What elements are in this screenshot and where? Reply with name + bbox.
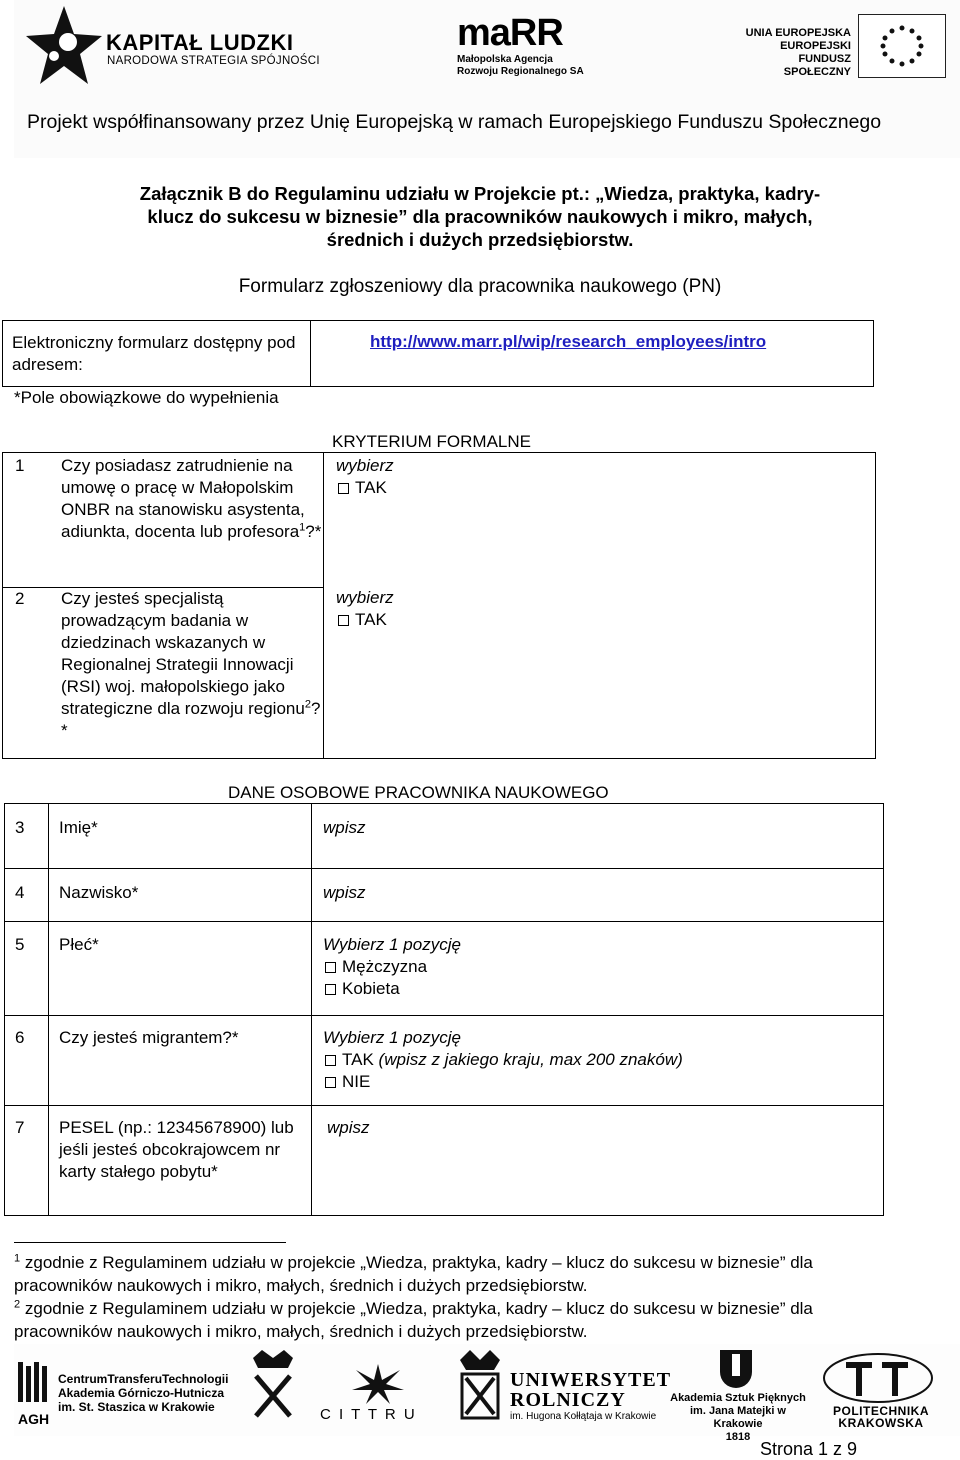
footnote-number: 1 [14, 1252, 21, 1265]
ctt-logo-icon [16, 1360, 54, 1404]
asp-line2: im. Jana Matejki w Krakowie [690, 1405, 786, 1430]
row-number-text: 1 [15, 456, 25, 475]
asp-logo-text [670, 1392, 806, 1444]
option-tak-checkbox[interactable] [336, 477, 875, 499]
footnote-ref-1: 1 [299, 521, 306, 534]
option-label: TAK [355, 610, 387, 629]
cofinancing-statement: Projekt współfinansowany przez Unię Europejską w ramach Europejskiego Funduszu Społecznego [27, 111, 882, 133]
row-number [3, 588, 60, 759]
document-title-line2: klucz do sukcesu w biznesie” dla pracowników naukowych i mikro, małych, [147, 206, 813, 227]
last-name-input[interactable] [312, 869, 884, 922]
input-prompt: wpisz [327, 1118, 370, 1137]
question-suffix: ?* [305, 522, 322, 541]
ur-line2: ROLNICZY [510, 1389, 626, 1411]
option-no-checkbox[interactable] [323, 1071, 883, 1093]
row-number-text: 3 [15, 818, 25, 837]
row-number [5, 922, 49, 1016]
choose-prompt: wybierz [336, 588, 394, 607]
option-tak-checkbox[interactable] [336, 609, 875, 631]
question-cell [59, 453, 324, 588]
ur-logo-text [510, 1370, 671, 1423]
table-row [5, 922, 884, 1016]
option-label: TAK [355, 478, 387, 497]
ctt-line2: Akademia Górniczo-Hutnicza [58, 1386, 225, 1400]
field-label-text: Imię* [59, 818, 98, 837]
select-prompt: Wybierz 1 pozycję [323, 935, 461, 954]
field-label [49, 1106, 312, 1216]
field-label-text: Nazwisko* [59, 883, 139, 902]
row-number [5, 1106, 49, 1216]
ur-crest-icon [456, 1348, 504, 1424]
checkbox-icon[interactable] [325, 1055, 336, 1066]
checkbox-icon[interactable] [325, 1077, 336, 1088]
row-number-text: 6 [15, 1028, 25, 1047]
row-number [5, 869, 49, 922]
field-label [49, 804, 312, 869]
option-yes-checkbox[interactable] [323, 1049, 883, 1071]
footnote-number: 2 [14, 1298, 21, 1311]
option-label: Kobieta [342, 979, 400, 998]
marr-logo-text: maRR [457, 12, 563, 54]
kapital-ludzki-name: KAPITAŁ LUDZKI [106, 30, 294, 55]
agh-logo-text: AGH [18, 1411, 50, 1427]
option-male-checkbox[interactable] [323, 956, 883, 978]
option-label: TAK [342, 1050, 374, 1069]
url-box-divider [310, 320, 311, 386]
row-number [5, 1016, 49, 1106]
pesel-input[interactable] [312, 1106, 884, 1216]
ctt-line1: CentrumTransferuTechnologii [58, 1372, 229, 1386]
option-label: NIE [342, 1072, 371, 1091]
table-row [5, 1106, 884, 1216]
ctt-logo-text [58, 1372, 228, 1414]
checkbox-icon[interactable] [325, 984, 336, 995]
formal-criterion-heading: KRYTERIUM FORMALNE [332, 432, 531, 451]
migrant-select [312, 1016, 884, 1106]
citru-star-icon [350, 1362, 406, 1406]
option-female-checkbox[interactable] [323, 978, 883, 1000]
url-label: Elektroniczny formularz dostępny pod adresem: [12, 333, 296, 374]
pk-line2: KRAKOWSKA [838, 1416, 924, 1430]
footnote-text: zgodnie z Regulaminem udziału w projekcie „Wiedza, praktyka, kadry – klucz do sukcesu w biznesie” dla pracowników naukowych i mikro, małych, średnich i dużych przedsiębiorstw. [14, 1253, 813, 1295]
kapital-ludzki-logo-icon [24, 4, 104, 88]
document-title-line3: średnich i dużych przedsiębiorstw. [326, 229, 634, 250]
form-title: Formularz zgłoszeniowy dla pracownika naukowego (PN) [238, 276, 722, 297]
ur-line1: UNIWERSYTET [510, 1369, 672, 1391]
page-number: Strona 1 z 9 [760, 1439, 858, 1459]
row-number [3, 453, 60, 588]
table-row [5, 869, 884, 922]
asp-logo-icon [716, 1348, 756, 1390]
footnote-separator [14, 1242, 286, 1243]
checkbox-icon[interactable] [338, 483, 349, 494]
pk-logo-icon [820, 1352, 936, 1404]
pk-line1: POLITECHNIKA [833, 1404, 929, 1418]
eu-label-line1: UNIA EUROPEJSKA [745, 27, 851, 39]
document-title-line1: Załącznik B do Regulaminu udziału w Projekcie pt.: „Wiedza, praktyka, kadry- [139, 183, 821, 204]
citru-logo-text: C I T T R U [320, 1406, 417, 1423]
input-prompt: wpisz [323, 818, 366, 837]
marr-subtitle: Małopolska Agencja Rozwoju Regionalnego SA [457, 54, 584, 77]
field-label [49, 869, 312, 922]
footnote-2 [14, 1297, 814, 1343]
formal-criterion-table [2, 452, 876, 759]
checkbox-icon[interactable] [325, 962, 336, 973]
checkbox-icon[interactable] [338, 615, 349, 626]
university-crest-icon [248, 1348, 298, 1420]
field-label-text: Czy jesteś migrantem?* [59, 1028, 239, 1047]
pk-logo-text [822, 1405, 940, 1429]
ur-line3: im. Hugona Kołłątaja w Krakowie [510, 1411, 657, 1422]
row-number [5, 804, 49, 869]
table-row [5, 1016, 884, 1106]
field-label-text: Płeć* [59, 935, 99, 954]
field-label-text: PESEL (np.: 12345678900) lub jeśli jesteś obcokrajowcem nr karty stałego pobytu* [59, 1118, 294, 1181]
row-number-text: 5 [15, 935, 25, 954]
asp-line3: 1818 [725, 1431, 751, 1443]
choose-prompt: wybierz [336, 456, 394, 475]
personal-data-table [4, 803, 884, 1216]
eu-flag-icon [858, 14, 946, 78]
answer-cell [324, 453, 876, 759]
asp-line1: Akademia Sztuk Pięknych [670, 1392, 806, 1404]
question-text: Czy posiadasz zatrudnienie na umowę o pracę w Małopolskim ONBR na stanowisku asystenta, adiunkta, docenta lub profesora [61, 456, 305, 541]
eu-label-line2: EUROPEJSKI [780, 40, 851, 52]
eu-label [735, 27, 851, 79]
option-hint: (wpisz z jakiego kraju, max 200 znaków) [378, 1050, 683, 1069]
table-row [3, 453, 876, 588]
question-cell [59, 588, 324, 759]
footnote-ref-2: 2 [304, 698, 311, 711]
table-row [5, 804, 884, 869]
select-prompt: Wybierz 1 pozycję [323, 1028, 461, 1047]
required-fields-note: *Pole obowiązkowe do wypełnienia [14, 388, 279, 407]
field-label [49, 922, 312, 1016]
document-title [60, 182, 900, 251]
input-prompt: wpisz [323, 883, 366, 902]
row-number-text: 4 [15, 883, 25, 902]
field-label [49, 1016, 312, 1106]
eu-label-line3: FUNDUSZ SPOŁECZNY [783, 53, 851, 78]
row-number-text: 2 [15, 589, 25, 608]
ctt-line3: im. St. Staszica w Krakowie [58, 1400, 215, 1414]
row-number-text: 7 [15, 1118, 25, 1137]
question-suffix: ?* [61, 699, 321, 740]
footnote-1 [14, 1251, 814, 1297]
kapital-ludzki-subtitle: NARODOWA STRATEGIA SPÓJNOŚCI [107, 55, 320, 67]
gender-select [312, 922, 884, 1016]
question-text: Czy jesteś specjalistą prowadzącym badania w dziedzinach wskazanych w Regionalnej Strategii Innowacji (RSI) woj. małopolskiego jako strategiczne dla rozwoju regionu [61, 589, 305, 718]
personal-data-heading: DANE OSOBOWE PRACOWNIKA NAUKOWEGO [228, 783, 609, 802]
first-name-input[interactable] [312, 804, 884, 869]
option-label: Mężczyzna [342, 957, 428, 976]
footnote-text: zgodnie z Regulaminem udziału w projekcie „Wiedza, praktyka, kadry – klucz do sukcesu w biznesie” dla pracowników naukowych i mikro, małych, średnich i dużych przedsiębiorstw. [14, 1299, 813, 1341]
form-url-link[interactable]: http://www.marr.pl/wip/research_employees/intro [370, 332, 767, 351]
